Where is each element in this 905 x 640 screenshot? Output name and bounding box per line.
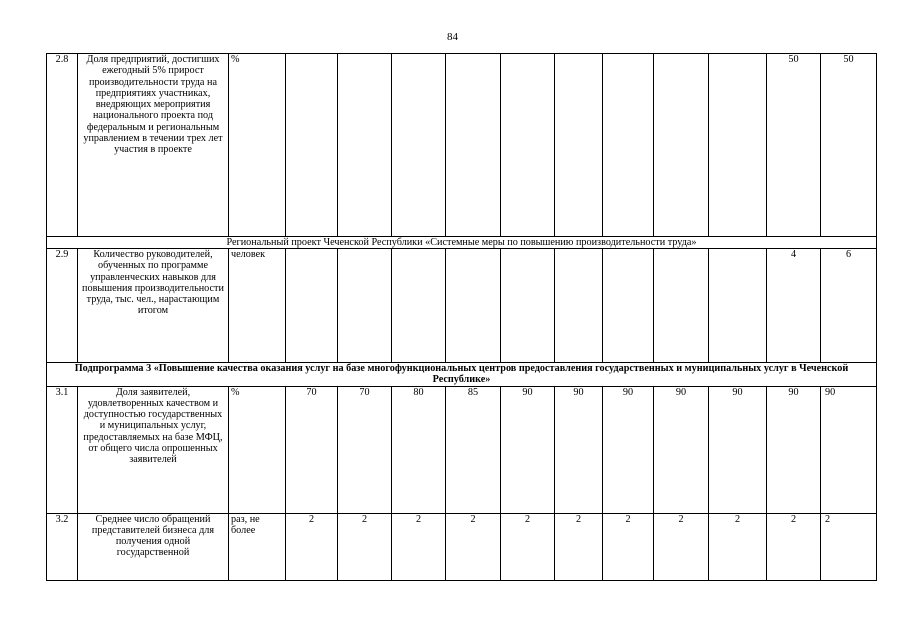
row-number: 3.1 xyxy=(47,386,78,513)
row-number: 2.8 xyxy=(47,54,78,237)
value-cell xyxy=(709,249,767,363)
unit-cell: человек xyxy=(229,249,286,363)
value-cell: 50 xyxy=(821,54,877,237)
table-row-2-8 xyxy=(47,54,877,237)
value-cell xyxy=(392,249,446,363)
indicator-name: Доля заявителей, удовлетворенных качеством и доступностью государственных и муниципальных услуг, предоставляемых на базе МФЦ, от общего числа опрошенных заявителей xyxy=(78,386,229,513)
section-title: Подпрограмма 3 «Повышение качества оказания услуг на базе многофункциональных центров предоставления государственных и муниципальных услуг в Чеченской Республике» xyxy=(47,363,877,387)
table-row-3-2 xyxy=(47,513,877,580)
indicator-name: Количество руководителей, обученных по программе управленческих навыков для повышения производительности труда, тыс. чел., нарастающим итогом xyxy=(78,249,229,363)
value-cell xyxy=(555,54,603,237)
value-cell: 90 xyxy=(654,386,709,513)
unit-cell: % xyxy=(229,54,286,237)
value-cell xyxy=(392,54,446,237)
value-cell xyxy=(286,54,338,237)
value-cell: 6 xyxy=(821,249,877,363)
section-title: Региональный проект Чеченской Республики «Системные меры по повышению производительности труда» xyxy=(47,237,877,249)
unit-cell: % xyxy=(229,386,286,513)
section-row-subprogram-3 xyxy=(47,363,877,387)
value-cell xyxy=(446,249,501,363)
value-cell: 90 xyxy=(821,386,877,513)
value-cell: 90 xyxy=(501,386,555,513)
value-cell xyxy=(555,249,603,363)
indicator-name: Среднее число обращений представителей бизнеса для получения одной государственной xyxy=(78,513,229,580)
page-number: 84 xyxy=(447,31,458,43)
value-cell: 2 xyxy=(446,513,501,580)
indicator-name: Доля предприятий, достигших ежегодный 5% прирост производительности труда на предприятиях участниках, внедряющих мероприятия национального проекта под федеральным и региональным управлением в течении трех лет участия в проекте xyxy=(78,54,229,237)
value-cell: 80 xyxy=(392,386,446,513)
value-cell: 2 xyxy=(767,513,821,580)
value-cell: 90 xyxy=(767,386,821,513)
row-number: 2.9 xyxy=(47,249,78,363)
indicators-table xyxy=(46,53,877,581)
value-cell xyxy=(286,249,338,363)
value-cell: 4 xyxy=(767,249,821,363)
value-cell: 2 xyxy=(709,513,767,580)
value-cell xyxy=(338,54,392,237)
value-cell: 70 xyxy=(338,386,392,513)
value-cell xyxy=(501,249,555,363)
value-cell: 2 xyxy=(501,513,555,580)
value-cell: 70 xyxy=(286,386,338,513)
table-row-3-1 xyxy=(47,386,877,513)
value-cell: 85 xyxy=(446,386,501,513)
section-row-regional-project xyxy=(47,237,877,249)
value-cell: 2 xyxy=(821,513,877,580)
value-cell xyxy=(654,249,709,363)
row-number: 3.2 xyxy=(47,513,78,580)
unit-cell: раз, не более xyxy=(229,513,286,580)
value-cell xyxy=(446,54,501,237)
value-cell: 2 xyxy=(392,513,446,580)
value-cell xyxy=(654,54,709,237)
value-cell: 2 xyxy=(286,513,338,580)
value-cell: 90 xyxy=(603,386,654,513)
value-cell xyxy=(709,54,767,237)
value-cell xyxy=(603,54,654,237)
value-cell: 90 xyxy=(709,386,767,513)
value-cell xyxy=(603,249,654,363)
value-cell xyxy=(338,249,392,363)
table-row-2-9 xyxy=(47,249,877,363)
value-cell xyxy=(501,54,555,237)
value-cell: 2 xyxy=(654,513,709,580)
value-cell: 2 xyxy=(555,513,603,580)
value-cell: 2 xyxy=(338,513,392,580)
value-cell: 50 xyxy=(767,54,821,237)
value-cell: 2 xyxy=(603,513,654,580)
value-cell: 90 xyxy=(555,386,603,513)
